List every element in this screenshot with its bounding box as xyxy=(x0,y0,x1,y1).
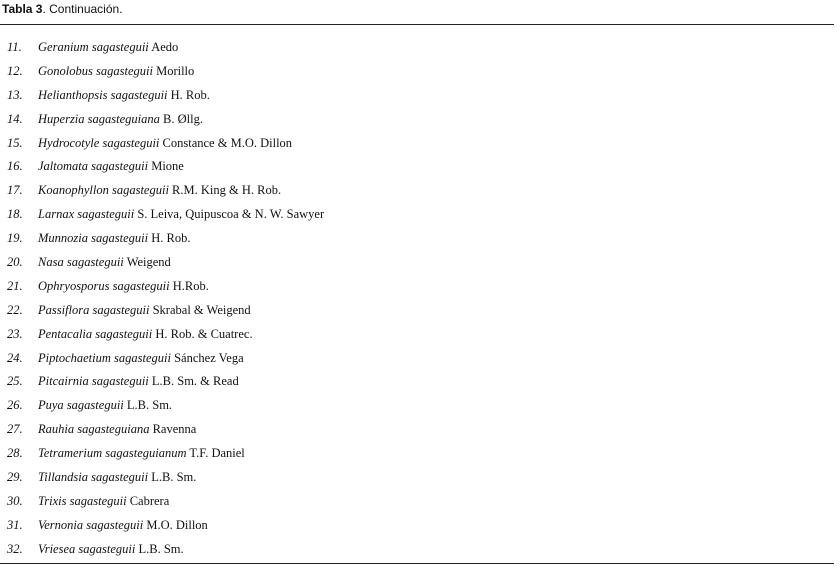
genus: Rauhia xyxy=(38,422,75,437)
row-number: 17. xyxy=(7,183,23,198)
species-name xyxy=(38,109,203,129)
genus: Pitcairnia xyxy=(38,374,89,389)
row-number: 15. xyxy=(7,135,23,150)
species-name xyxy=(38,371,239,391)
row-number: 25. xyxy=(7,374,23,389)
row-number: 19. xyxy=(7,231,23,246)
genus: Tillandsia xyxy=(38,470,89,485)
species-name xyxy=(38,156,184,176)
epithet: sagasteguii xyxy=(77,207,135,222)
species-row xyxy=(0,443,834,467)
row-number: 20. xyxy=(7,255,23,270)
species-name xyxy=(38,419,196,439)
epithet: sagasteguii xyxy=(102,135,160,150)
genus: Huperzia xyxy=(38,111,85,126)
species-row xyxy=(0,228,834,252)
species-name xyxy=(38,204,324,224)
species-row xyxy=(0,491,834,515)
epithet: sagasteguii xyxy=(66,255,124,270)
species-name xyxy=(38,300,251,320)
author: Constance & M.O. Dillon xyxy=(162,135,293,150)
species-row xyxy=(0,276,834,300)
row-number: 29. xyxy=(7,470,23,485)
species-row xyxy=(0,61,834,85)
genus: Munnozia xyxy=(38,231,88,246)
species-row xyxy=(0,180,834,204)
author: L.B. Sm. xyxy=(151,470,197,485)
author: T.F. Daniel xyxy=(189,446,245,461)
species-name xyxy=(38,467,196,487)
row-number: 22. xyxy=(7,302,23,317)
author: H. Rob. & Cuatrec. xyxy=(155,326,253,341)
row-number: 21. xyxy=(7,278,23,293)
genus: Ophryosporus xyxy=(38,278,110,293)
genus: Hydrocotyle xyxy=(38,135,100,150)
species-name xyxy=(38,515,208,535)
author: R.M. King & H. Rob. xyxy=(172,183,282,198)
epithet: sagasteguii xyxy=(66,398,124,413)
species-name xyxy=(38,133,292,153)
author: H. Rob. xyxy=(151,231,191,246)
epithet: sagasteguii xyxy=(69,493,127,508)
species-name xyxy=(38,348,244,368)
row-number: 18. xyxy=(7,207,23,222)
genus: Koanophyllon xyxy=(38,183,109,198)
species-row xyxy=(0,300,834,324)
genus: Piptochaetium xyxy=(38,350,111,365)
species-row xyxy=(0,515,834,539)
species-name xyxy=(38,180,281,200)
species-row xyxy=(0,37,834,61)
row-number: 24. xyxy=(7,350,23,365)
row-number: 27. xyxy=(7,422,23,437)
row-number: 12. xyxy=(7,63,23,78)
epithet: sagasteguii xyxy=(96,63,153,78)
epithet: sagasteguii xyxy=(91,374,149,389)
genus: Jaltomata xyxy=(38,159,88,174)
species-row xyxy=(0,539,834,563)
row-number: 32. xyxy=(7,541,23,556)
author: H.Rob. xyxy=(172,278,209,293)
epithet: sagasteguiana xyxy=(87,111,160,126)
row-number: 16. xyxy=(7,159,23,174)
species-row xyxy=(0,204,834,228)
row-number: 31. xyxy=(7,517,23,532)
species-row xyxy=(0,419,834,443)
genus: Trixis xyxy=(38,493,67,508)
species-name xyxy=(38,324,253,344)
row-number: 30. xyxy=(7,493,23,508)
author: L.B. Sm. xyxy=(126,398,173,413)
author: Sánchez Vega xyxy=(174,350,244,365)
species-row xyxy=(0,252,834,276)
epithet: sagasteguii xyxy=(112,278,170,293)
author: Mione xyxy=(151,159,184,174)
species-name xyxy=(38,228,190,248)
species-name xyxy=(38,276,209,296)
row-number: 14. xyxy=(7,111,23,126)
epithet: sagasteguii xyxy=(91,231,149,246)
species-row xyxy=(0,133,834,157)
row-number: 26. xyxy=(7,398,23,413)
genus: Puya xyxy=(38,398,64,413)
author: Aedo xyxy=(151,40,179,54)
species-list xyxy=(0,37,834,563)
table-top-rule xyxy=(0,24,834,25)
epithet: sagasteguianum xyxy=(105,446,187,461)
table-bottom-rule xyxy=(0,563,834,564)
author: L.B. Sm. & Read xyxy=(151,374,239,389)
author: L.B. Sm. xyxy=(138,541,184,556)
row-number: 11. xyxy=(7,40,22,54)
genus: Passiflora xyxy=(38,302,90,317)
species-row xyxy=(0,371,834,395)
species-row xyxy=(0,395,834,419)
species-name xyxy=(38,395,172,415)
species-row xyxy=(0,324,834,348)
species-row xyxy=(0,348,834,372)
table-caption-text: . Continuación. xyxy=(42,2,123,16)
author: H. Rob. xyxy=(170,87,210,102)
author: Weigend xyxy=(126,255,171,270)
genus: Nasa xyxy=(38,255,64,270)
row-number: 13. xyxy=(7,87,23,102)
author: S. Leiva, Quipuscoa & N. W. Sawyer xyxy=(137,207,325,222)
epithet: sagasteguii xyxy=(91,470,149,485)
epithet: sagasteguii xyxy=(86,517,144,532)
genus: Pentacalia xyxy=(38,326,93,341)
genus: Tetramerium xyxy=(38,446,103,461)
epithet: sagasteguii xyxy=(111,183,169,198)
genus: Gonolobus xyxy=(38,63,93,78)
species-row xyxy=(0,109,834,133)
species-name xyxy=(38,539,184,559)
epithet: sagasteguii xyxy=(91,159,149,174)
epithet: sagasteguii xyxy=(114,350,171,365)
author: Skrabal & Weigend xyxy=(152,302,251,317)
species-name xyxy=(38,37,178,57)
author: M.O. Dillon xyxy=(146,517,208,532)
species-row xyxy=(0,85,834,109)
epithet: sagasteguii xyxy=(78,541,136,556)
species-name xyxy=(38,443,245,463)
genus: Vernonia xyxy=(38,517,84,532)
author: Ravenna xyxy=(152,422,197,437)
epithet: sagasteguii xyxy=(95,326,153,341)
species-row xyxy=(0,156,834,180)
epithet: sagasteguii xyxy=(91,40,149,54)
genus: Vriesea xyxy=(38,541,76,556)
species-row xyxy=(0,467,834,491)
author: B. Øllg. xyxy=(163,111,203,126)
author: Cabrera xyxy=(129,493,170,508)
species-name xyxy=(38,491,169,511)
genus: Helianthopsis xyxy=(38,87,108,102)
row-number: 23. xyxy=(7,326,23,341)
epithet: sagasteguii xyxy=(92,302,150,317)
author: Morillo xyxy=(156,63,195,78)
species-name xyxy=(38,85,210,105)
row-number: 28. xyxy=(7,446,23,461)
epithet: sagasteguiana xyxy=(77,422,150,437)
genus: Larnax xyxy=(38,207,75,222)
species-name xyxy=(38,252,171,272)
genus: Geranium xyxy=(38,40,89,54)
species-name xyxy=(38,61,194,81)
epithet: sagasteguii xyxy=(110,87,168,102)
table-caption xyxy=(2,2,123,16)
table-caption-label: Tabla 3 xyxy=(2,2,43,16)
